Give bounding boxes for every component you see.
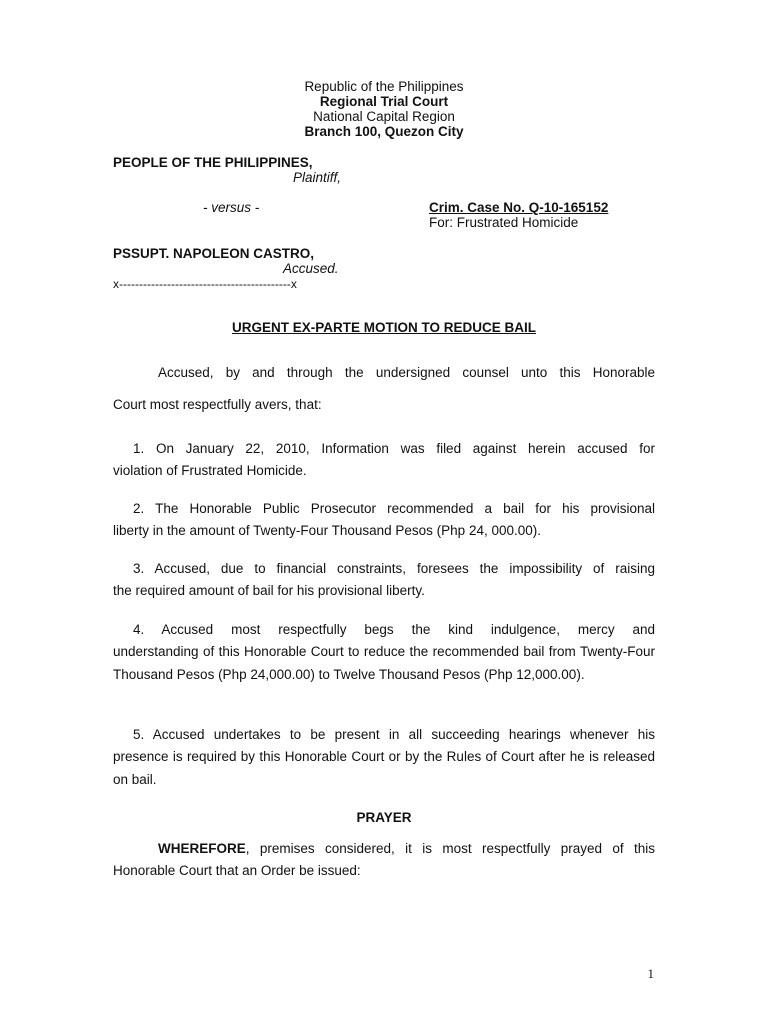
plaintiff-name: PEOPLE OF THE PHILIPPINES, (113, 155, 313, 170)
header-republic: Republic of the Philippines (304, 79, 464, 94)
intro-line-2: Court most respectfully avers, that: (113, 397, 322, 412)
item-3-line-1: 3. Accused, due to financial constraints, foresees the impossibility of raising (133, 561, 655, 576)
header-branch: Branch 100, Quezon City (304, 124, 464, 139)
prayer-line-1-text: , premises considered, it is most respectfully prayed of this (245, 841, 655, 856)
caption-divider: x-------------------------------------------x (113, 277, 297, 291)
document-title: URGENT EX-PARTE MOTION TO REDUCE BAIL (231, 320, 536, 335)
item-1-rest: violation of Frustrated Homicide. (113, 463, 307, 478)
wherefore-lead: WHEREFORE (158, 841, 246, 856)
accused-role: Accused. (283, 261, 339, 276)
case-offense: For: Frustrated Homicide (429, 215, 579, 230)
header-court: Regional Trial Court (319, 94, 449, 109)
item-2-line-1: 2. The Honorable Public Prosecutor recommended a bail for his provisional (133, 501, 655, 516)
case-number: Crim. Case No. Q-10-165152 (429, 200, 609, 215)
item-4-line-1: 4. Accused most respectfully begs the kind indulgence, mercy and (133, 622, 655, 637)
header-region: National Capital Region (313, 109, 455, 124)
plaintiff-role: Plaintiff, (293, 170, 342, 185)
item-3-rest: the required amount of bail for his provisional liberty. (113, 583, 425, 598)
prayer-line-2: Honorable Court that an Order be issued: (113, 863, 361, 878)
item-5-rest: presence is required by this Honorable Court or by the Rules of Court after he is released on bail. (113, 749, 655, 787)
item-5-line-1: 5. Accused undertakes to be present in all succeeding hearings whenever his (133, 727, 655, 742)
item-1-line-1: 1. On January 22, 2010, Information was filed against herein accused for (133, 441, 655, 456)
intro-line-1: Accused, by and through the undersigned counsel unto this Honorable (158, 365, 655, 380)
item-4-rest: understanding of this Honorable Court to reduce the recommended bail from Twenty-Four Thousand Pesos (Php 24,000.00) to Twelve Thousand Pesos (Php 12,000.00). (113, 644, 655, 682)
prayer-line-1 (113, 838, 655, 861)
accused-name: PSSUPT. NAPOLEON CASTRO, (113, 246, 315, 261)
versus-label: - versus - (203, 200, 260, 215)
item-2-rest: liberty in the amount of Twenty-Four Thousand Pesos (Php 24, 000.00). (113, 523, 541, 538)
prayer-heading: PRAYER (356, 810, 412, 825)
page-number: 1 (647, 966, 654, 981)
